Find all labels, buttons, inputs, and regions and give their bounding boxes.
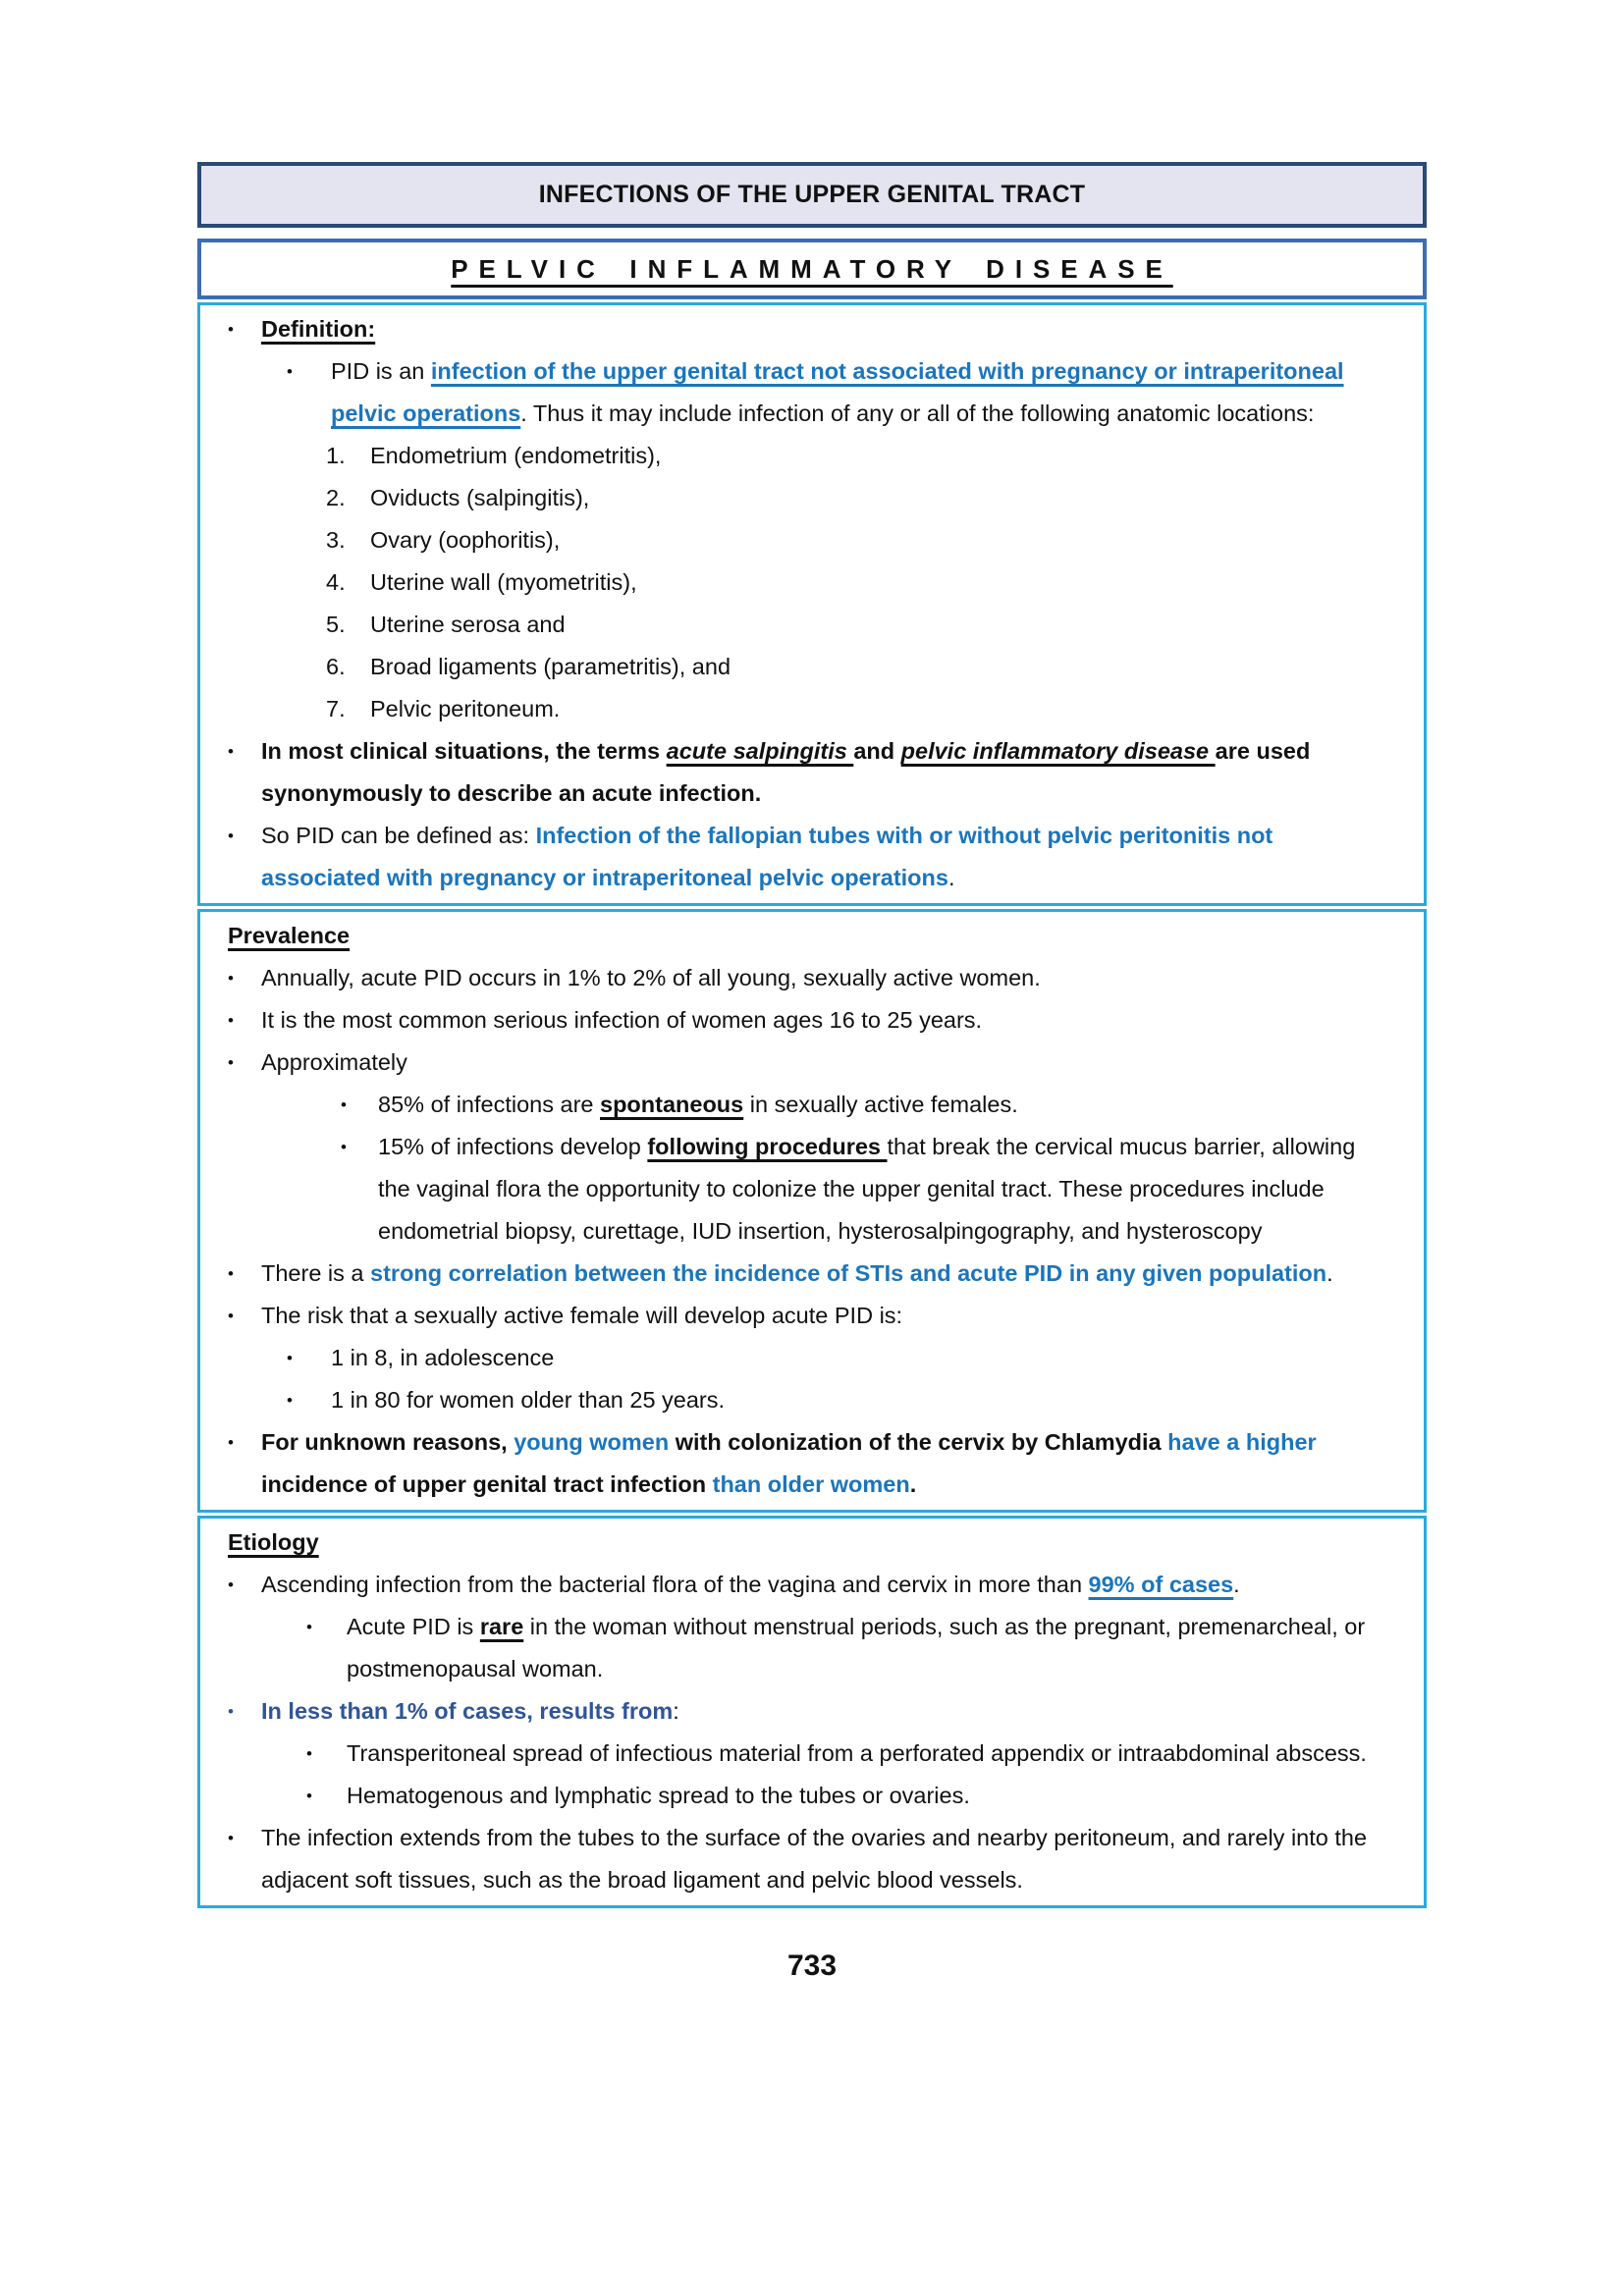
bullet-marker: • <box>228 320 234 339</box>
list-item-text <box>261 1295 1390 1337</box>
text-segment: 85% of infections are <box>378 1092 600 1117</box>
text-segment: Hematogenous and lymphatic spread to the tubes or ovaries. <box>347 1783 970 1808</box>
header-box <box>197 162 1427 228</box>
list-item-text <box>331 350 1390 435</box>
section-etiology <box>197 1516 1427 1908</box>
bullet-marker: • <box>228 742 234 761</box>
text-segment: It is the most common serious infection of women ages 16 to 25 years. <box>261 1007 983 1033</box>
list-item <box>228 1564 1390 1606</box>
text-segment: PID is an <box>331 358 431 384</box>
text-segment: 99% of cases <box>1088 1572 1234 1597</box>
section-definition <box>197 302 1427 906</box>
list-item-text <box>370 561 1390 604</box>
text-segment: Broad ligaments (parametritis), and <box>370 654 731 679</box>
bullet-marker: • <box>341 1138 347 1156</box>
bullet-marker: • <box>228 1433 234 1452</box>
text-segment: . <box>1233 1572 1240 1597</box>
list-item <box>228 730 1390 815</box>
text-segment: young women <box>514 1429 676 1455</box>
list-item-text <box>261 1564 1390 1606</box>
bullet-marker: • <box>341 1095 347 1114</box>
bullet-marker: • <box>228 827 234 845</box>
text-segment: incidence of upper genital tract infection <box>261 1471 713 1497</box>
text-segment: In less than 1% of cases, results from <box>261 1698 674 1724</box>
list-item <box>228 350 1390 435</box>
bullet-marker: • <box>306 1618 312 1636</box>
text-segment: There is a <box>261 1260 371 1286</box>
list-item-text <box>261 1041 1390 1084</box>
list-item <box>228 1041 1390 1084</box>
text-segment: 15% of infections develop <box>378 1134 648 1159</box>
list-item <box>228 646 1390 688</box>
list-item-text <box>261 730 1390 815</box>
number-marker: 1. <box>326 443 346 468</box>
list-item <box>228 957 1390 999</box>
text-segment: Endometrium (endometritis), <box>370 443 662 468</box>
bullet-marker: • <box>228 1264 234 1283</box>
title-box <box>197 239 1427 299</box>
text-segment: . <box>909 1471 917 1497</box>
list-item-text <box>378 1126 1390 1253</box>
text-segment: infection of the upper genital tract not associated with pregnancy or intraperitoneal pelvic operations <box>331 358 1344 426</box>
bullet-marker: • <box>306 1744 312 1763</box>
list-item <box>228 1817 1390 1901</box>
section-prevalence <box>197 909 1427 1513</box>
bullet-marker: • <box>228 1702 234 1721</box>
text-segment: Transperitoneal spread of infectious material from a perforated appendix or intraabdominal abscess. <box>347 1740 1367 1766</box>
list-item-text <box>370 688 1390 730</box>
text-segment: acute salpingitis <box>666 738 854 764</box>
number-marker: 3. <box>326 527 346 553</box>
text-segment: Approximately <box>261 1049 407 1075</box>
number-marker: 6. <box>326 654 346 679</box>
text-segment: with colonization of the cervix by Chlamydia <box>675 1429 1168 1455</box>
bullet-marker: • <box>228 1011 234 1030</box>
list-item <box>228 561 1390 604</box>
text-segment: The infection extends from the tubes to the surface of the ovaries and nearby peritoneum, and rarely into the adjacent soft tissues, such as the broad ligament and pelvic blood vessels. <box>261 1825 1368 1893</box>
text-segment: that break the cervical mucus barrier, allowing the vaginal flora the opportunity to colonize the upper genital tract. These procedures include endometrial biopsy, curettage, IUD insertion, hysterosalpingography, and hysteroscopy <box>378 1134 1356 1244</box>
text-segment: following procedures <box>647 1134 888 1159</box>
list-item <box>228 815 1390 899</box>
list-item-text <box>261 1253 1390 1295</box>
text-segment: and <box>853 738 901 764</box>
list-item <box>228 1421 1390 1506</box>
text-segment: strong correlation between the incidence of STIs and acute PID in any given population <box>370 1260 1327 1286</box>
number-marker: 2. <box>326 485 346 510</box>
text-segment: have a higher <box>1167 1429 1317 1455</box>
text-segment: . <box>947 865 955 890</box>
list-item <box>228 1337 1390 1379</box>
text-segment: Acute PID is <box>347 1614 480 1639</box>
list-item-text <box>370 646 1390 688</box>
text-segment: Definition: <box>261 316 376 342</box>
text-segment: in the woman without menstrual periods, such as the pregnant, premenarcheal, or postmenopausal woman. <box>347 1614 1366 1682</box>
list-item-text <box>347 1775 1390 1817</box>
list-item-text <box>261 1817 1390 1901</box>
list-item-text <box>378 1084 1390 1126</box>
list-item-text <box>370 519 1390 561</box>
list-item-text <box>347 1733 1390 1775</box>
list-item-text <box>347 1606 1390 1690</box>
bullet-marker: • <box>306 1787 312 1805</box>
text-segment: in sexually active females. <box>743 1092 1018 1117</box>
bullet-marker: • <box>228 1053 234 1072</box>
list-item <box>228 519 1390 561</box>
list-item-text <box>261 815 1390 899</box>
list-item <box>228 435 1390 477</box>
bullet-marker: • <box>228 1829 234 1847</box>
text-segment: Ascending infection from the bacterial flora of the vagina and cervix in more than <box>261 1572 1089 1597</box>
list-item-text <box>331 1337 1390 1379</box>
etiology-heading: Etiology <box>228 1529 319 1555</box>
text-segment: : <box>673 1698 679 1724</box>
text-segment: Infection of the fallopian tubes with or without pelvic peritonitis not associated with pregnancy or intraperitoneal pelvic operations <box>261 823 1273 890</box>
text-segment: Pelvic peritoneum. <box>370 696 561 721</box>
text-segment: Uterine serosa and <box>370 612 566 637</box>
list-item <box>228 688 1390 730</box>
text-segment: . Thus it may include infection of any or all of the following anatomic locations: <box>520 400 1315 426</box>
bullet-marker: • <box>228 1575 234 1594</box>
list-item-text <box>331 1379 1390 1421</box>
number-marker: 4. <box>326 569 346 595</box>
text-segment: . <box>1326 1260 1333 1286</box>
text-segment: Ovary (oophoritis), <box>370 527 561 553</box>
list-item-text <box>370 435 1390 477</box>
list-item <box>228 1606 1390 1690</box>
text-segment: The risk that a sexually active female will develop acute PID is: <box>261 1303 903 1328</box>
text-segment: Annually, acute PID occurs in 1% to 2% of all young, sexually active women. <box>261 965 1041 990</box>
list-item <box>228 604 1390 646</box>
list-item-text <box>261 999 1390 1041</box>
list-item <box>228 1379 1390 1421</box>
text-segment: pelvic inflammatory disease <box>900 738 1216 764</box>
list-item <box>228 1295 1390 1337</box>
list-item <box>228 308 1390 350</box>
list-item-text <box>261 308 1390 350</box>
text-segment: So PID can be defined as: <box>261 823 536 848</box>
text-segment: Uterine wall (myometritis), <box>370 569 637 595</box>
number-marker: 7. <box>326 696 346 721</box>
list-item-text <box>370 477 1390 519</box>
page-number: 733 <box>786 1949 838 1982</box>
text-segment: Oviducts (salpingitis), <box>370 485 590 510</box>
list-item-text <box>261 1690 1390 1733</box>
list-item <box>228 1690 1390 1733</box>
bullet-marker: • <box>287 362 293 381</box>
list-item-text <box>370 604 1390 646</box>
list-item <box>228 1126 1390 1253</box>
list-item <box>228 1733 1390 1775</box>
list-item-text <box>261 957 1390 999</box>
text-segment: For unknown reasons, <box>261 1429 514 1455</box>
number-marker: 5. <box>326 612 346 637</box>
page-header-title: INFECTIONS OF THE UPPER GENITAL TRACT <box>538 181 1086 208</box>
list-item <box>228 477 1390 519</box>
page-footer <box>197 1949 1427 1983</box>
list-item <box>228 1775 1390 1817</box>
text-segment: In most clinical situations, the terms <box>261 738 667 764</box>
text-segment: 1 in 80 for women older than 25 years. <box>331 1387 726 1413</box>
list-item <box>228 999 1390 1041</box>
content-column <box>197 0 1427 1983</box>
bullet-marker: • <box>228 969 234 988</box>
text-segment: are used synonymously to describe an acute infection. <box>261 738 1311 806</box>
text-segment: rare <box>479 1614 524 1639</box>
bullet-marker: • <box>287 1391 293 1410</box>
text-segment: than older women <box>712 1471 910 1497</box>
text-segment: 1 in 8, in adolescence <box>331 1345 555 1370</box>
text-segment: spontaneous <box>600 1092 744 1117</box>
prevalence-heading: Prevalence <box>228 923 351 948</box>
list-item <box>228 1084 1390 1126</box>
bullet-marker: • <box>287 1349 293 1367</box>
bullet-marker: • <box>228 1307 234 1325</box>
list-item-text <box>261 1421 1390 1506</box>
list-item <box>228 1253 1390 1295</box>
doc-title: PELVIC INFLAMMATORY DISEASE <box>451 253 1173 284</box>
